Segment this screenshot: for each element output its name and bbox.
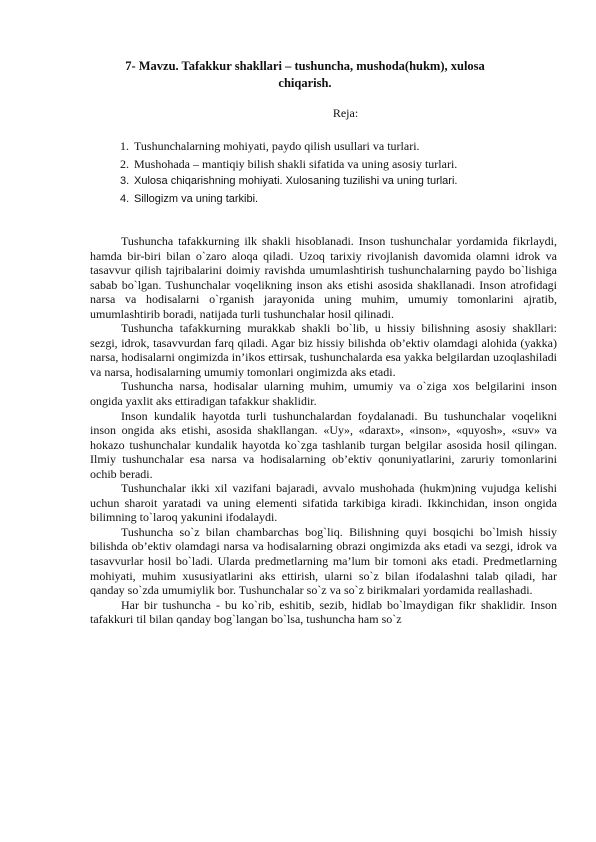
plan-item-text: Sillogizm va uning tarkibi.	[134, 192, 259, 205]
plan-item-text: Mushohada – mantiqiy bilish shakli sifatida va uning asosiy turlari.	[134, 156, 458, 171]
plan-list	[120, 138, 560, 208]
title-line-1: 7- Mavzu. Tafakkur shakllari – tushuncha, mushoda(hukm), xulosa	[125, 59, 485, 73]
paragraph: Tushuncha tafakkurning ilk shakli hisoblanadi. Inson tushunchalar yordamida fikrlaydi, hamda bir-biri bilan o`zaro aloqa qiladi. Uzoq tarixiy rivojlanish davomida olamni idrok va tasavvur qilish tajribalarini doimiy ravishda umumlashtirish tushunchalarning paydo bo`lishiga sabab bo`lgan. Tushunchalar voqelikning inson aks etishi asosida shakllanadi. Inson atrofidagi narsa va hodisalarni o`rganish jarayonida uning muhim, umumiy tomonlarini ajratib, umumlashtirib boradi, natijada turli tushunchalar hosil qilinadi.	[90, 234, 557, 321]
plan-item-number: 3.	[120, 175, 130, 187]
paragraph: Inson kundalik hayotda turli tushunchalardan foydalanadi. Bu tushunchalar voqelikni inson ongida aks etishi, asosida shakllangan. «Uy», «daraxt», «inson», «quyosh», «suv» va hokazo tushunchalar kundalik hayotda ko`zga tashlanib turgan belgilar asosida hosil qilingan. Ilmiy tushunchalar esa narsa va hodisalarning ob’ektiv qonuniyatlarini, zaruriy tomonlarini ochib beradi.	[90, 408, 557, 481]
plan-heading	[0, 106, 596, 121]
plan-item	[120, 156, 560, 174]
paragraph: Har bir tushuncha - bu ko`rib, eshitib, sezib, hidlab bo`lmaydigan fikr shaklidir. Inson tafakkuri til bilan qanday bog`langan bo`lsa, tushuncha ham so`z	[90, 597, 557, 627]
plan-item-text: Xulosa chiqarishning mohiyati. Xulosaning tuzilishi va uning turlari.	[134, 175, 458, 187]
body-text	[90, 234, 557, 627]
plan-item	[120, 173, 560, 191]
page-title	[95, 58, 515, 92]
plan-heading-label: Reja:	[332, 106, 359, 120]
plan-item-text: Tushunchalarning mohiyati, paydo qilish usullari va turlari.	[134, 139, 420, 153]
title-line-2: chiqarish.	[278, 76, 332, 90]
paragraph: Tushuncha so`z bilan chambarchas bog`liq. Bilishning quyi bosqichi bo`lmish hissiy bilishda ob’ektiv olamdagi narsa va hodisalarning obrazi ongimizda aks etadi va sezgi, idrok va tasavvurlar hosil bo`ladi. Ularda predmetlarning ma’lum bir tomoni aks etadi. Predmetlarning mohiyati, muhim xususiyatlarini aks ettirish, ularni so`z bilan ifodalashni talab qiladi, har qanday so`zda umumiylik bor. Tushunchalar so`z va so`z birikmalari yordamida reallashadi.	[90, 524, 557, 598]
plan-item	[120, 191, 560, 209]
paragraph: Tushuncha narsa, hodisalar ularning muhim, umumiy va o`ziga xos belgilarini inson ongida yaxlit aks ettiradigan tafakkur shaklidir.	[90, 379, 557, 409]
plan-item-number: 4.	[120, 192, 130, 205]
plan-item-number: 2.	[120, 156, 129, 171]
paragraph: Tushunchalar ikki xil vazifani bajaradi, avvalo mushohada (hukm)ning vujudga kelishi uchun sharoit yaratadi va uning elementi sifatida tarkibiga kiradi. Ikkinchidan, inson ongida bilimning to`laroq yakunini ifodalaydi.	[90, 481, 557, 525]
paragraph: Tushuncha tafakkurning murakkab shakli bo`lib, u hissiy bilishning asosiy shakllari: sezgi, idrok, tasavvurdan farq qiladi. Agar biz hissiy bilishda ob’ektiv olamdagi alohida (yakka) narsa, hodisalarni ongimizda in’ikos ettirsak, tushunchalarda esa yakka belgilardan uzoqlashiladi va narsa, hodisalarning umumiy tomonlari ongimizda aks etadi.	[90, 321, 557, 379]
plan-item-number: 1.	[120, 139, 129, 153]
plan-item	[120, 138, 560, 156]
